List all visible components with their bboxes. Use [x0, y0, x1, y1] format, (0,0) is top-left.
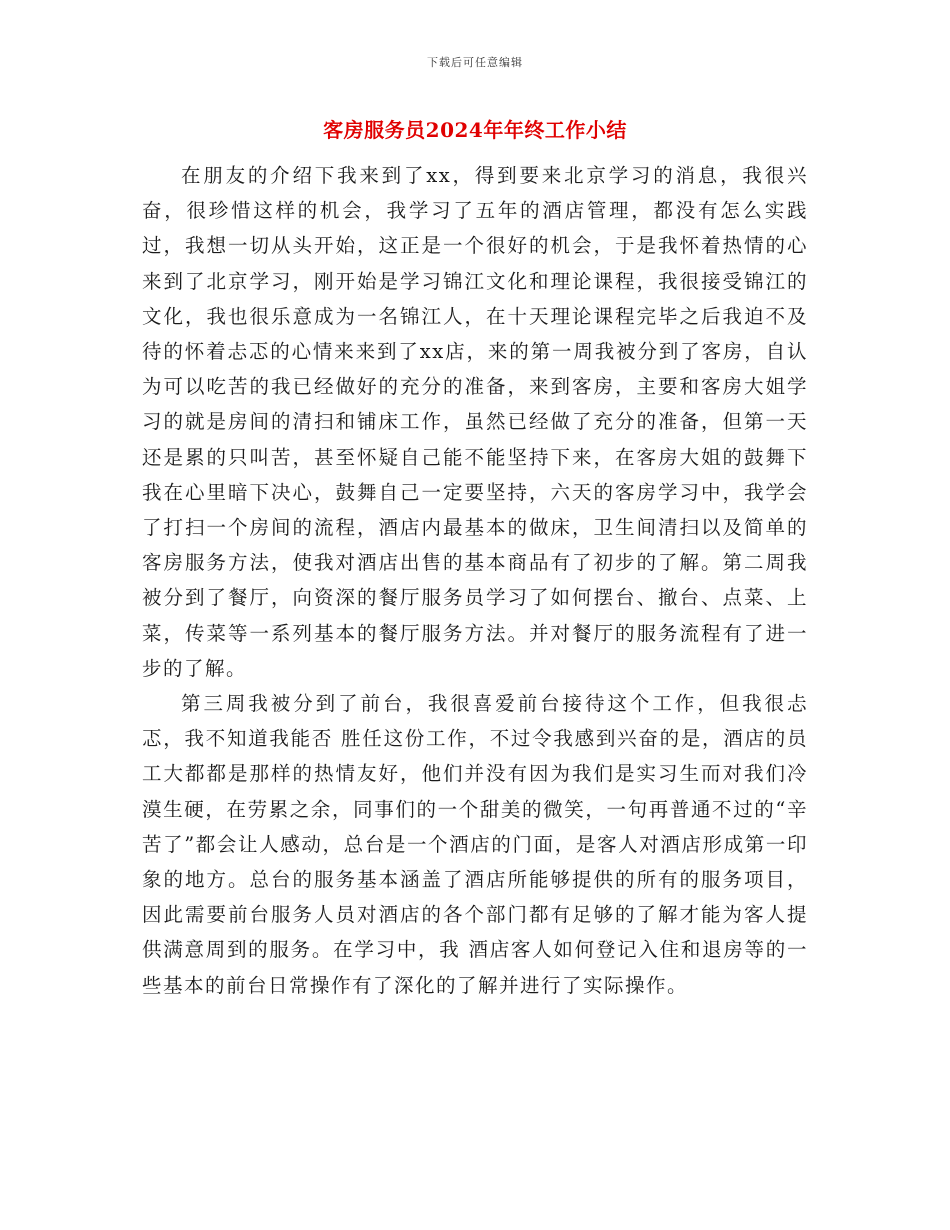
- document-body: [142, 158, 808, 1003]
- paragraph-1: 在朋友的介绍下我来到了xx，得到要来北京学习的消息，我很兴奋，很珍惜这样的机会，我学习了五年的酒店管理，都没有怎么实践过，我想一切从头开始，这正是一个很好的机会，于是我怀着热情的心来到了北京学习，刚开始是学习锦江文化和理论课程，我很接受锦江的文化，我也很乐意成为一名锦江人，在十天理论课程完毕之后我迫不及待的怀着忐忑的心情来来到了xx店，来的第一周我被分到了客房，自认为可以吃苦的我已经做好的充分的准备，来到客房，主要和客房大姐学习的就是房间的清扫和铺床工作，虽然已经做了充分的准备，但第一天还是累的只叫苦，甚至怀疑自己能不能坚持下来，在客房大姐的鼓舞下我在心里暗下决心，鼓舞自己一定要坚持，六天的客房学习中，我学会了打扫一个房间的流程，酒店内最基本的做床，卫生间清扫以及简单的客房服务方法，使我对酒店出售的基本商品有了初步的了解。第二周我被分到了餐厅，向资深的餐厅服务员学习了如何摆台、撤台、点菜、上菜，传菜等一系列基本的餐厅服务方法。并对餐厅的服务流程有了进一步的了解。: [142, 164, 808, 680]
- document-title: 客房服务员2024年年终工作小结: [323, 118, 627, 142]
- paragraph-2: 第三周我被分到了前台，我很喜爱前台接待这个工作，但我很忐忑，我不知道我能否 胜任这份工作，不过令我感到兴奋的是，酒店的员工大都都是那样的热情友好，他们并没有因为我们是实习生而对我们冷漠生硬，在劳累之余，同事们的一个甜美的微笑，一句再普通不过的“辛苦了”都会让人感动，总台是一个酒店的门面，是客人对酒店形成第一印象的地方。总台的服务基本涵盖了酒店所能够提供的所有的服务项目，因此需要前台服务人员对酒店的各个部门都有足够的了解才能为客人提供满意周到的服务。在学习中，我 酒店客人如何登记入住和退房等的一些基本的前台日常操作有了深化的了解并进行了实际操作。: [142, 692, 808, 997]
- header-note: 下载后可任意编辑: [427, 56, 523, 69]
